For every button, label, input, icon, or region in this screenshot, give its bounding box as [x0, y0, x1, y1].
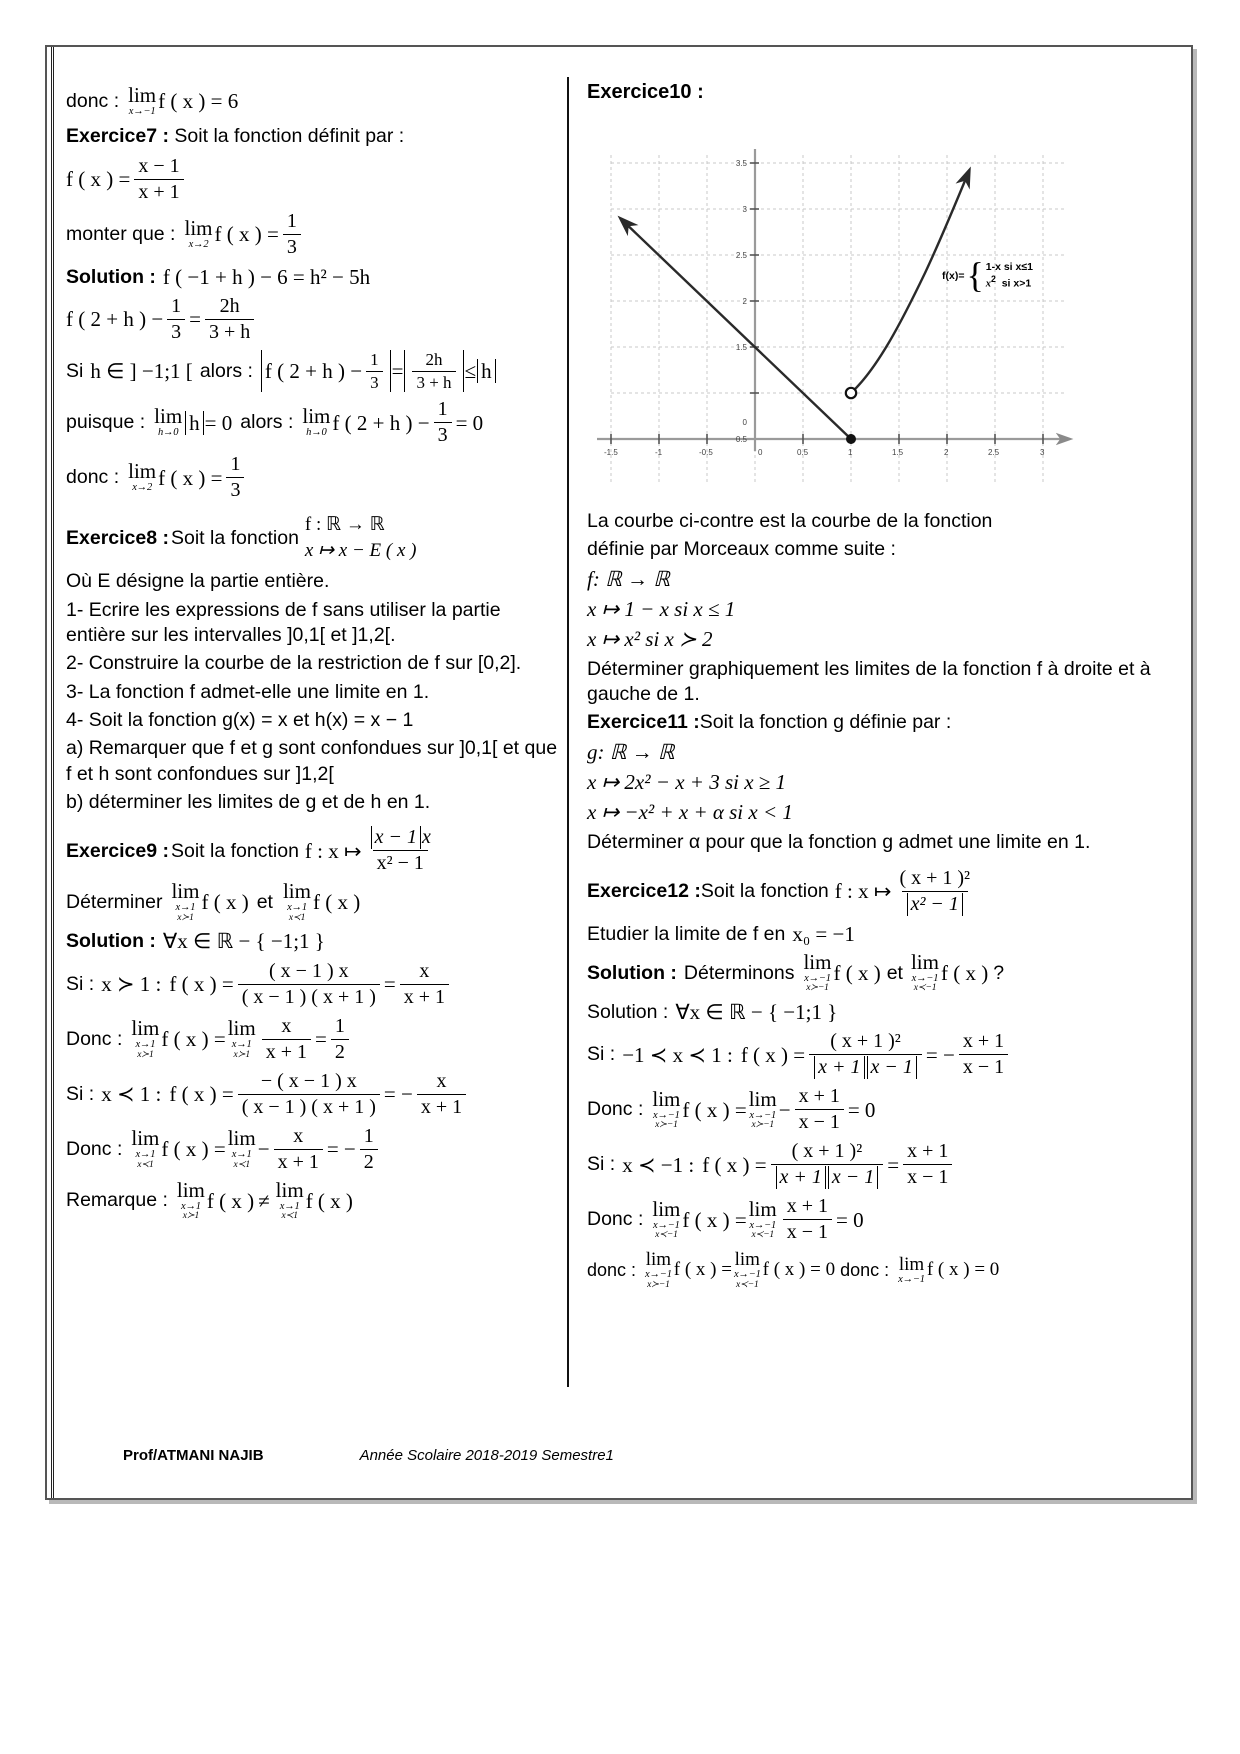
limit-operator: lim x→1 x≻1	[176, 1177, 205, 1222]
limit-operator: lim x→−1 x≺−1	[652, 1196, 681, 1241]
fx-fraction: $\frac{x - 1}{x + 1}$	[134, 155, 183, 204]
exercice11-heading	[587, 710, 1177, 735]
exercice11-map2: x ↦ −x² + x + α si x < 1	[587, 800, 793, 825]
limit-operator: lim x→2	[184, 216, 213, 251]
exercice7-monter	[66, 210, 559, 259]
solution9-case1	[66, 960, 559, 1009]
solution12-donc1	[587, 1085, 1177, 1134]
donc-label: Donc :	[66, 1027, 123, 1050]
solution7-donc	[66, 453, 559, 502]
donc2-result: $\frac{1}{2}$	[360, 1125, 378, 1174]
si-equals: =	[391, 358, 404, 383]
exercice7-statement: Soit la fonction définit par :	[174, 124, 405, 147]
donc-label: donc :	[66, 90, 120, 113]
domain-expression: ∀x ∈ ℝ − { −1;1 }	[162, 929, 325, 954]
eq2-left: f ( 2 + h ) −	[66, 307, 164, 332]
donc2-equals: = −	[326, 1137, 356, 1162]
donc-fraction: $\frac{1}{3}$	[226, 453, 244, 502]
exercice9-title: Exercice9 :	[66, 839, 169, 862]
case2-condition: x ≺ 1 :	[101, 1082, 162, 1107]
svg-text:1.5: 1.5	[735, 343, 747, 352]
open-point-marker	[846, 388, 856, 398]
case1-result: $\frac{x + 1}{x - 1}$	[959, 1030, 1008, 1079]
exercice9-determiner	[66, 881, 559, 923]
remarque-expr-2: f ( x )	[305, 1188, 353, 1213]
case2-result: $\frac{x + 1}{x - 1}$	[903, 1140, 952, 1189]
case2-fraction: $\frac{- ( x - 1 ) x}{( x - 1 ) ( x + 1 )}$	[238, 1070, 380, 1119]
exercice8-q4a: a) Remarquer que f et g sont confondues sur ]0,1[ et que f et h sont confondues sur ]1,2[	[66, 737, 558, 785]
donc1-fraction: $\frac{x}{x + 1}$	[262, 1015, 311, 1064]
domain-expression: ∀x ∈ ℝ − { −1;1 }	[675, 999, 838, 1024]
svg-text:1.5: 1.5	[892, 448, 904, 457]
case2-fx: f ( x ) =	[169, 1082, 234, 1107]
exercice10-graph	[589, 113, 1076, 503]
exercice9-statement: Soit la fonction	[171, 839, 299, 862]
exercice12-statement: Soit la fonction	[700, 880, 829, 903]
remarque-expr-1: f ( x )	[206, 1188, 255, 1213]
limit-operator: lim x→1 x≻1	[171, 879, 200, 923]
puisque-label: puisque :	[66, 411, 146, 434]
case1-result-fraction: $\frac{x}{x + 1}$	[400, 960, 449, 1009]
exercice8-q1: 1- Ecrire les expressions de f sans utiliser la partie entière sur les intervalles ]0,1[ et ]1,2[.	[66, 598, 501, 647]
limit-expression: f ( x )	[940, 960, 989, 985]
case1-equals: = −	[925, 1042, 955, 1067]
monter-label: monter que :	[66, 223, 176, 246]
exercice11-question: Déterminer α pour que la fonction g admet une limite en 1.	[587, 830, 1091, 853]
limit-operator: lim x→−1 x≻−1	[645, 1249, 672, 1290]
exercice12-etudier	[587, 922, 1177, 946]
si-label: Si :	[66, 1082, 95, 1105]
svg-text:2.5: 2.5	[735, 251, 747, 260]
solution7-equation1: f ( −1 + h ) − 6 = h² − 5h	[162, 264, 371, 289]
case1-fx: f ( x ) =	[740, 1042, 806, 1067]
annotation-case-1: 1-x si x≤1	[985, 261, 1033, 273]
solution7-eq1	[66, 265, 559, 289]
exercice10-map2: x ↦ x² si x ≻ 2	[587, 627, 713, 652]
svg-text:-1: -1	[655, 448, 663, 457]
page-footer	[47, 1447, 1191, 1464]
limit-operator: lim x→−1	[128, 83, 157, 117]
grid-horizontal	[611, 163, 1067, 439]
abs-group-2: $\frac{2h}{3 + h}$	[404, 350, 463, 392]
case1-fraction: ( x + 1 )² x + 1 x − 1	[809, 1030, 922, 1079]
abs-group-1: f ( 2 + h ) − $\frac{1}{3}$	[261, 350, 391, 392]
limit-expression: f ( x )	[833, 960, 881, 985]
solution12-case1	[587, 1030, 1177, 1079]
svg-text:0.5: 0.5	[797, 448, 809, 457]
exercice10-question: Déterminer graphiquement les limites de la fonction f à droite et à gauche de 1.	[587, 657, 1151, 705]
right-column	[569, 47, 1191, 1498]
exercice12-heading	[587, 867, 1177, 916]
solution7-puisque	[66, 398, 559, 447]
mapping-rule: x ↦ x − E ( x )	[304, 539, 417, 561]
limit-operator: lim x→−1 x≺−1	[748, 1196, 777, 1241]
limit-operator: lim h→0	[154, 404, 183, 439]
svg-text:-0.5: -0.5	[699, 448, 713, 457]
footer-author: Prof/ATMANI NAJIB	[123, 1447, 264, 1464]
limit-operator: lim x→−1 x≺−1	[733, 1249, 761, 1290]
document-page	[45, 45, 1193, 1500]
limit-operator: lim x→2	[128, 459, 157, 494]
closed-point-marker	[846, 434, 856, 444]
limit-operator: lim h→0	[302, 404, 331, 439]
exercice10-body-1: La courbe ci-contre est la courbe de la fonction	[587, 510, 993, 532]
svg-text:0.5: 0.5	[735, 435, 747, 444]
exercice8-mapping	[305, 512, 417, 563]
svg-text:3: 3	[742, 205, 747, 214]
donc1-fraction: $\frac{x + 1}{x - 1}$	[795, 1085, 844, 1134]
alors-expression: f ( 2 + h ) −	[332, 410, 430, 435]
exercice9-fraction: x − 1 x x² − 1	[366, 826, 435, 875]
donc1-expression: f ( x ) =	[682, 1097, 747, 1122]
line-donc-lim-6	[66, 85, 559, 118]
brace-icon: {	[966, 255, 984, 296]
eq2-equals: =	[189, 307, 202, 332]
exercice10-map0: f: ℝ → ℝ	[587, 566, 670, 591]
case1-condition: x ≻ 1 :	[101, 972, 162, 997]
si-label: Si	[66, 359, 84, 382]
exercice8-q2: 2- Construire la courbe de la restriction de f sur [0,2].	[66, 652, 522, 675]
solution9-remarque	[66, 1177, 559, 1222]
question-mark: ?	[993, 961, 1005, 984]
limit-operator: lim x→−1 x≺−1	[910, 949, 939, 994]
exercice10-map1: x ↦ 1 − x si x ≤ 1	[587, 596, 736, 621]
final-expression-2: f ( x ) = 0	[762, 1259, 836, 1281]
fx-label: f ( x ) =	[66, 167, 131, 192]
piecewise-annotation	[942, 255, 1033, 296]
solution12-final	[587, 1250, 1177, 1290]
x-tick-labels	[604, 448, 1045, 457]
limit-expression: f ( x )	[312, 890, 361, 915]
et-label: et	[256, 891, 273, 914]
solution7-si-line	[66, 350, 559, 392]
limit-operator: lim x→−1 x≻−1	[652, 1086, 681, 1131]
limit-expression: f ( x ) = 6	[158, 89, 239, 114]
limit-operator: lim x→−1 x≻−1	[803, 949, 832, 994]
eq2-fraction-1: $\frac{1}{3}$	[167, 295, 185, 344]
solution12-domain	[587, 1000, 1177, 1024]
final-expression-1: f ( x ) =	[673, 1259, 732, 1281]
alors-fraction: $\frac{1}{3}$	[434, 398, 452, 447]
monter-fraction: $\frac{1}{3}$	[283, 210, 301, 259]
case2-fraction: ( x + 1 )² x + 1 x − 1	[771, 1140, 884, 1189]
si-leq: ≤	[464, 358, 477, 383]
alors-result: = 0	[455, 410, 484, 435]
svg-text:3: 3	[1040, 448, 1045, 457]
exercice8-note: Où E désigne la partie entière.	[66, 570, 330, 593]
etudier-label: Etudier la limite de f en	[587, 922, 786, 945]
donc2-expression: f ( x ) =	[161, 1137, 226, 1162]
svg-text:0: 0	[758, 448, 763, 457]
solution9-donc1	[66, 1015, 559, 1064]
left-column	[51, 47, 567, 1498]
piecewise-function-plot	[589, 113, 1076, 503]
et-label: et	[886, 961, 903, 984]
exercice7-function	[66, 155, 559, 204]
donc-label: donc :	[66, 466, 120, 489]
case2-result-fraction: $\frac{x}{x + 1}$	[417, 1070, 466, 1119]
exercice7-heading	[66, 124, 559, 149]
donc2-minus: −	[257, 1137, 270, 1162]
limit-operator: lim x→−1	[898, 1253, 925, 1285]
limit-expression: f ( x )	[201, 890, 249, 915]
case1-condition: −1 ≺ x ≺ 1 :	[622, 1042, 733, 1067]
exercice9-heading	[66, 826, 559, 875]
case1-fraction: $\frac{( x - 1 ) x}{( x - 1 ) ( x + 1 )}$	[238, 960, 380, 1009]
limit-operator: lim x→1 x≻1	[227, 1016, 256, 1060]
two-column-layout	[47, 47, 1191, 1498]
exercice11-statement: Soit la fonction g définie par :	[699, 711, 952, 734]
puisque-result: = 0	[204, 410, 233, 435]
si-condition: h ∈ ] −1;1 [	[90, 358, 193, 383]
exercice12-map: f : x ↦	[834, 879, 892, 904]
exercice11-map1: x ↦ 2x² − x + 3 si x ≥ 1	[587, 769, 787, 794]
svg-text:2: 2	[742, 297, 747, 306]
solution9-case2	[66, 1070, 559, 1119]
exercice8-heading	[66, 512, 559, 563]
solution7-eq2	[66, 295, 559, 344]
not-equal-sign: ≠	[258, 1188, 270, 1213]
donc-label: Donc :	[587, 1208, 644, 1231]
exercice11-title: Exercice11 :	[587, 711, 700, 734]
monter-expression: f ( x ) =	[214, 222, 279, 247]
determiner-label: Déterminer	[66, 891, 163, 914]
solution12-donc2	[587, 1195, 1177, 1244]
donc2-fraction: $\frac{x}{x + 1}$	[274, 1125, 323, 1174]
si-label: Si :	[587, 1043, 616, 1066]
exercice10-title: Exercice10 :	[587, 81, 704, 103]
abs-h: h	[477, 359, 496, 383]
donc2-result: = 0	[836, 1207, 864, 1232]
alors-label: alors :	[199, 359, 253, 382]
exercice11-map0: g: ℝ → ℝ	[587, 739, 675, 764]
donc-label-2: donc :	[840, 1259, 890, 1280]
svg-text:1: 1	[848, 448, 853, 457]
exercice8-statement: Soit la fonction	[171, 526, 299, 549]
donc-label: Donc :	[66, 1137, 123, 1160]
case1-fx: f ( x ) =	[169, 972, 234, 997]
case2-equals: = −	[383, 1082, 413, 1107]
donc1-result: $\frac{1}{2}$	[331, 1015, 349, 1064]
case2-equals: =	[887, 1152, 900, 1177]
solution9-domain	[66, 929, 559, 953]
annotation-fx-label: f(x)=	[942, 269, 965, 282]
exercice8-q4: 4- Soit la fonction g(x) = x et h(x) = x − 1	[66, 709, 414, 732]
limit-operator: lim x→1 x≺1	[275, 1177, 304, 1222]
abs-h: h	[185, 411, 204, 435]
limit-operator: lim x→1 x≺1	[131, 1126, 160, 1170]
exercice12-title: Exercice12 :	[587, 880, 701, 903]
case2-condition: x ≺ −1 :	[622, 1152, 695, 1177]
limit-operator: lim x→1 x≺1	[282, 879, 311, 923]
donc1-result: = 0	[847, 1097, 876, 1122]
donc-label: donc :	[587, 1259, 637, 1280]
solution-label: Solution :	[66, 930, 156, 953]
minus-sign: −	[778, 1097, 791, 1122]
svg-text:2.5: 2.5	[988, 448, 1000, 457]
footer-school-year: Année Scolaire 2018-2019 Semestre1	[359, 1447, 614, 1464]
alors-label: alors :	[240, 411, 294, 434]
donc1-expression: f ( x ) =	[161, 1027, 226, 1052]
solution12-determinons	[587, 949, 1177, 994]
svg-text:2: 2	[944, 448, 949, 457]
solution-label: Solution :	[587, 961, 677, 984]
grid-vertical	[611, 155, 1043, 483]
donc1-equals: =	[315, 1027, 327, 1052]
si-label: Si :	[66, 972, 95, 995]
annotation-case-2: $x^2$ si x>1	[985, 274, 1032, 290]
donc-label: Donc :	[587, 1098, 644, 1121]
limit-operator: lim x→1 x≻1	[131, 1016, 160, 1060]
x0-value: x₀ = −1	[792, 921, 855, 946]
determinons-label: Déterminons	[683, 961, 795, 984]
svg-text:-1.5: -1.5	[604, 448, 618, 457]
exercice8-q3: 3- La fonction f admet-elle une limite en 1.	[66, 680, 430, 703]
exercice8-title: Exercice8 :	[66, 526, 169, 549]
case1-equals: =	[383, 972, 396, 997]
limit-operator: lim x→−1 x≻−1	[748, 1086, 777, 1131]
remarque-label: Remarque :	[66, 1189, 168, 1212]
eq2-fraction-2: $\frac{2h}{3 + h}$	[205, 295, 254, 344]
solution-label: Solution :	[66, 265, 156, 288]
final-expression-3: f ( x ) = 0	[926, 1259, 1000, 1281]
case2-fx: f ( x ) =	[702, 1152, 767, 1177]
solution9-donc2	[66, 1125, 559, 1174]
svg-text:0: 0	[742, 418, 747, 427]
donc-expression: f ( x ) =	[158, 465, 223, 490]
svg-text:3.5: 3.5	[735, 159, 747, 168]
solution12-case2	[587, 1140, 1177, 1189]
exercice7-title: Exercice7 :	[66, 124, 169, 147]
exercice12-fraction: $\frac{\text{( x + 1 )²}}{\text{x² − 1}}$	[899, 866, 971, 915]
limit-operator: lim x→1 x≺1	[227, 1126, 256, 1170]
si-label: Si :	[587, 1153, 616, 1176]
exercice8-q4b: b) déterminer les limites de g et de h en 1.	[66, 791, 431, 814]
donc2-fraction: $\frac{x + 1}{x - 1}$	[783, 1195, 832, 1244]
exercice9-map: f : x ↦	[304, 838, 362, 863]
exercice10-body-2: définie par Morceaux comme suite :	[587, 538, 896, 561]
donc2-expression: f ( x ) =	[682, 1207, 747, 1232]
solution-sub-label: Solution :	[587, 1000, 669, 1023]
mapping-domain: f : ℝ → ℝ	[304, 514, 385, 536]
